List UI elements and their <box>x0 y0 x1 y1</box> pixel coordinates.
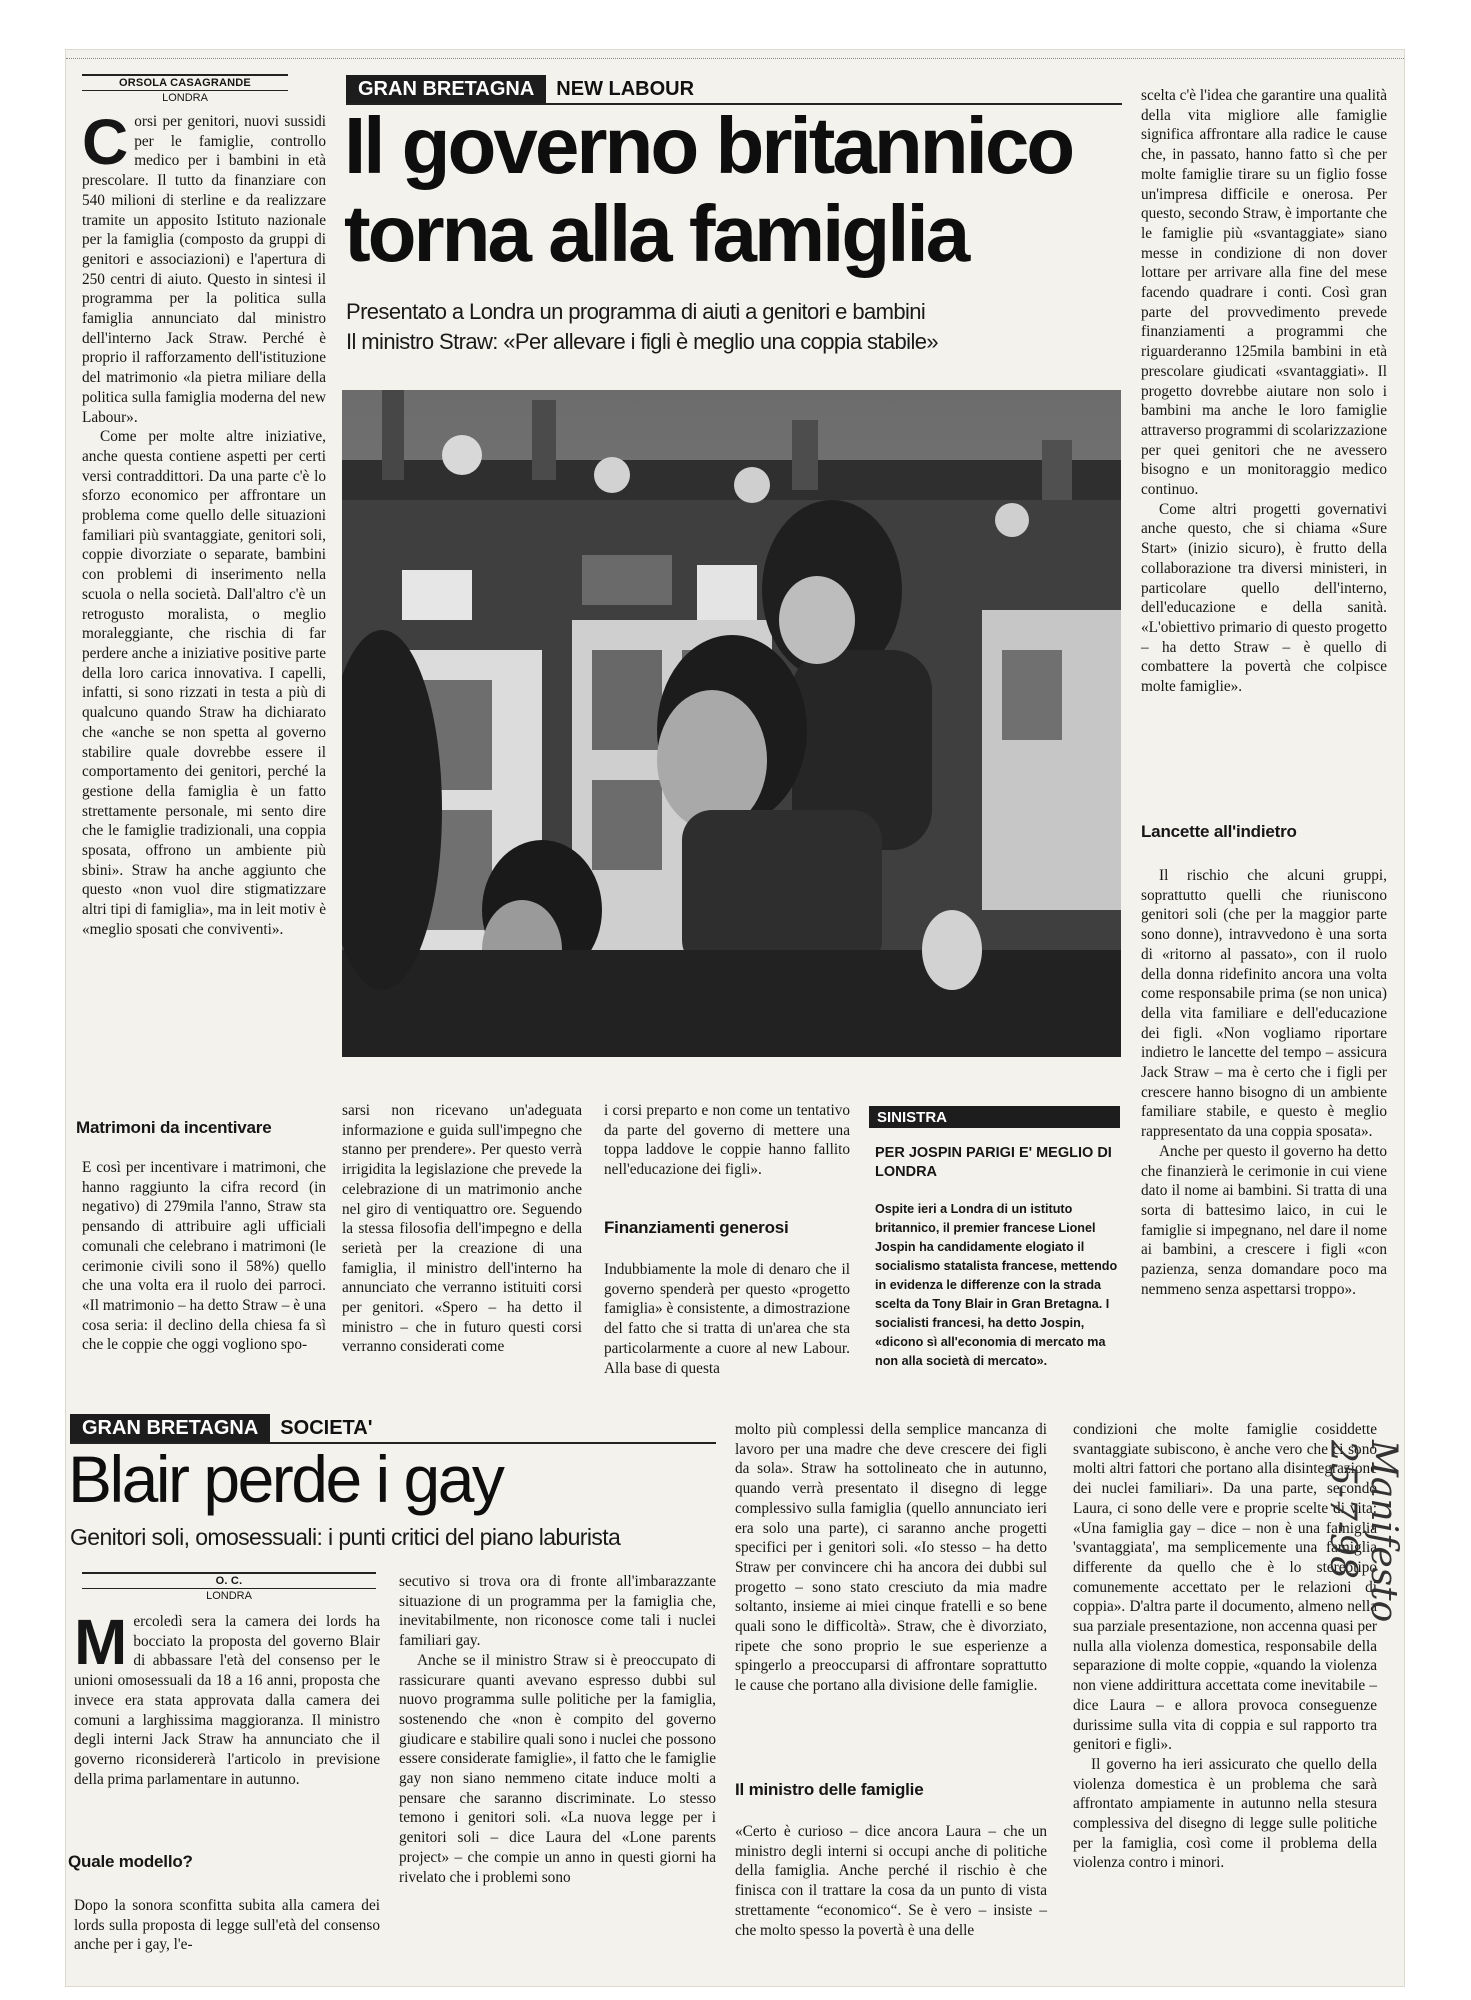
article1-column-3b <box>604 1260 850 1378</box>
subhead-matrimoni: Matrimoni da incentivare <box>76 1118 272 1137</box>
article1-column-1b <box>82 1158 326 1355</box>
article1-column-4b <box>1141 866 1387 1299</box>
article2-byline <box>82 1572 376 1602</box>
article1-kicker <box>346 75 704 103</box>
article2-column-2 <box>399 1572 716 1887</box>
deck-line-2: Il ministro Straw: «Per allevare i figli è meglio una coppia stabile» <box>346 329 939 354</box>
article1-deck <box>346 297 1136 357</box>
drop-cap: M <box>74 1606 128 1678</box>
photo-image <box>342 390 1121 1057</box>
byline-city: LONDRA <box>206 1590 252 1602</box>
headline-line-2: torna alla famiglia <box>344 189 968 278</box>
paragraph: orsi per genitori, nuovi sussidi per le famiglie, controllo medico per i bambini in età prescolare. Il tutto da finanziare con 540 milioni di sterline e da realizzare tramite un apposito Istituto nazionale per la famiglia (composto da gruppi di genitori e associazioni) e l'apertura di 250 centri di aiuto. Questo in sintesi il programma per la politica sulla famiglia annunciato dal ministro dell'interno Jack Straw. Perché è proprio il rafforzamento dell'istituzione del matrimonio «la pietra miliare della politica sulla famiglia moderna del new Labour». <box>82 113 326 426</box>
article1-column-3 <box>604 1101 850 1180</box>
paragraph: Il rischio che alcuni gruppi, soprattutto quelli che riuniscono genitori soli (che per la maggior parte sono donne), intravvedono è una sorta di «ritorno al passato», con il ruolo della donna ridefinito ancora una volta come responsabile prima (se non unica) della vita familiare e dell'educazione dei figli. «Non vogliamo riportare indietro le lancette del tempo – assicura Jack Straw – ma è certo che i figli per crescere hanno bisogno di un ambiente familiare stabile, e questo è meglio rappresentato da una coppia sposata». <box>1141 867 1387 1141</box>
deck-line-1: Presentato a Londra un programma di aiuti a genitori e bambini <box>346 299 926 324</box>
article2-kicker <box>70 1414 382 1442</box>
headline-line-1: Il governo britannico <box>344 101 1073 190</box>
article1-headline <box>344 102 1072 278</box>
handwritten-note: Manifesto 25-7-98 <box>1322 1440 1404 1623</box>
article1-column-1 <box>82 106 326 940</box>
sidebar-body: Ospite ieri a Londra di un istituto britannico, il premier francese Lionel Jospin ha candidamente elogiato il socialismo statalista francese, mettendo in evidenza le differenze con la strada scelta da Tony Blair in Gran Bretagna. I socialisti francesi, ha detto Jospin, «dicono sì all'economia di mercato ma non alla società di mercato». <box>875 1202 1118 1368</box>
paragraph: Il governo ha ieri assicurato che quello della violenza domestica è un problema che sarà affrontato ampiamente in autunno nella stesura complessiva del disegno di legge sulle politiche per la famiglia, così come il problema della violenza contro i minori. <box>1073 1755 1377 1872</box>
paragraph: Dopo la sonora sconfitta subita alla camera dei lords sulla proposta di legge sull'età del consenso anche per i gay, l'e- <box>74 1897 380 1954</box>
paragraph: Anche se il ministro Straw si è preoccupato di rassicurare quanti avevano espresso dubbi sul nuovo programma sulle politiche per la famiglia, sostenendo che «non è compito del governo giudicare e stabilire quali sono i nuclei che possono essere considerate famiglie», il fatto che le famiglie gay non siano nemmeno citate induce molti a pensare che saranno discriminate. Lo stesso temono i genitori soli. «La nuova legge per i genitori soli – dice Laura del «Lone parents project» – che compie un anno in questi giorni ha rivelato che i problemi sono <box>399 1651 716 1886</box>
paragraph: ercoledì sera la camera dei lords ha bocciato la proposta del governo Blair di abbassare l'età del consenso per le unioni omosessuali da 18 a 16 anni, proposta che invece era stata approvata dalla camera dei comuni a larghissima maggioranza. Il ministro degli interni Jack Straw ha annunciato che il governo riconsidererà l'articolo in previsione della prima parlamentare in autunno. <box>74 1613 380 1788</box>
article2-column-3 <box>735 1420 1047 1696</box>
drop-cap: C <box>82 106 129 178</box>
subhead-quale-modello: Quale modello? <box>68 1852 193 1871</box>
article2-column-1b <box>74 1896 380 1955</box>
subhead-lancette: Lancette all'indietro <box>1141 822 1297 841</box>
sidebar-sinistra <box>869 1106 1120 1371</box>
paragraph: Come altri progetti governativi anche questo, che si chiama «Sure Start» (inizio sicuro), è frutto della collaborazione tra diversi ministeri, in particolare quello dell'interno, dell'educazione e della sanità. «L'obiettivo primario di questo progetto – ha detto Straw – è quello di combattere la povertà che colpisce molte famiglie». <box>1141 500 1387 696</box>
subhead-finanziamenti: Finanziamenti generosi <box>604 1218 789 1237</box>
sidebar-tag: SINISTRA <box>869 1106 1120 1128</box>
kicker-section: GRAN BRETAGNA <box>346 75 546 103</box>
photo-father-child <box>342 390 1121 1057</box>
paragraph: Anche per questo il governo ha detto che finanzierà le cerimonie in cui viene dato il nome ai bambini. Si tratta di una sorta di battesimo laico, in cui le famiglie si impegnano, nel dare il nome ai bambini, a crescere i figli «con pazienza, senza domandare poco ma nemmeno senza aspettarsi troppo». <box>1141 1142 1387 1298</box>
paragraph: condizioni che molte famiglie cosiddette svantaggiate subiscono, è anche vero che ci sono molti altri fattori che portano alla disintegrazione dei nuclei familiari». Da una parte, secondo Laura, ci sono delle vere e proprie scelte di vita: «Una famiglia gay – dice – non è una famiglia 'svantaggiata', ma semplicemente una famiglia differente da quello che è lo stereotipo comunemente accettato per le relazioni di coppia». D'altra parte il documento, almeno nella sua parziale presentazione, non accenna quasi per nulla alla violenza domestica, responsabile della separazione di molte coppie, «quando la violenza non viene addirittura accettata come inevitabile – dice Laura – e allora provoca conseguenze durissime sulla vita di coppia e sul rapporto tra genitori e figli». <box>1073 1421 1377 1754</box>
kicker-section: GRAN BRETAGNA <box>70 1414 270 1442</box>
article1-column-2 <box>342 1101 582 1357</box>
paragraph: molto più complessi della semplice mancanza di lavoro per una madre che deve crescere dei figli da sola». Straw ha sottolineato che in autunno, quando verrà presentato il disegno di legge complessivo sulla famiglia (quello annunciato ieri era solo una parte), ci saranno anche progetti specifici per i genitori soli. «Io stesso – ha detto Straw per convincere chi ha ancora dei dubbi sul progetto – sono stato cresciuto da mia madre soltanto, insieme ai miei cinque fratelli e so bene quali sono le difficoltà». Straw, che è divorziato, ripete che sono proprio le sue esperienze a spingerlo a preoccuparsi di affrontare soprattutto le cause che portano alla divisione delle famiglie. <box>735 1421 1047 1695</box>
paragraph: secutivo si trova ora di fronte all'imbarazzante situazione di un programma per la famiglia che, inevitabilmente, non riconosce come tali i nuclei familiari gay. <box>399 1573 716 1650</box>
byline-name: O. C. <box>82 1572 376 1589</box>
kicker-topic: NEW LABOUR <box>556 78 695 100</box>
byline-name: ORSOLA CASAGRANDE <box>82 74 288 91</box>
article2-column-3b <box>735 1822 1047 1940</box>
article1-column-4 <box>1141 86 1387 697</box>
byline-city: LONDRA <box>162 92 208 104</box>
paragraph: Indubbiamente la mole di denaro che il governo spenderà per questo «progetto famiglia» è consistente, a dimostrazione del fatto che si tratta di un'area che sta particolarmente a cuore al new Labour. Alla base di questa <box>604 1261 850 1377</box>
sidebar-title: PER JOSPIN PARIGI E' MEGLIO DI LONDRA <box>875 1145 1112 1180</box>
article2-deck: Genitori soli, omosessuali: i punti critici del piano laburista <box>70 1524 621 1550</box>
subhead-ministro: Il ministro delle famiglie <box>735 1780 924 1799</box>
kicker-topic: SOCIETA' <box>280 1417 373 1439</box>
paragraph: i corsi preparto e non come un tentativo da parte del governo di mettere una toppa laddove le coppie hanno fallito nell'educazione dei figli». <box>604 1102 850 1179</box>
paragraph: E così per incentivare i matrimoni, che hanno raggiunto la cifra record (in negativo) di 279mila l'anno, Straw sta pensando di attribuire agli ufficiali comunali che celebrano i matrimoni (le cerimonie civili sono il 58%) quello che una volta era il ruolo dei parroci. «Il matrimonio – ha detto Straw – è una cosa seria: il declino della chiesa fa sì che le coppie che oggi vogliono spo- <box>82 1159 326 1354</box>
paragraph: «Certo è curioso – dice ancora Laura – che un ministro degli interni si occupi anche di politiche della famiglia. Anche perché il rischio è che finisca con il trattare la cosa da un punto di vista strettamente “economico“. Se è vero – insiste – che molto spesso la povertà è una delle <box>735 1823 1047 1939</box>
paragraph: sarsi non ricevano un'adeguata informazione e guida sull'impegno che stanno per prendere». Per questo verrà irrigidita la legislazione che prevede la celebrazione di un matrimonio anche nel giro di ventiquattro ore. Seguendo la stessa filosofia dell'impegno e della serietà per la creazione di una famiglia, il ministro dell'interno ha annunciato che verranno istituiti corsi per genitori. «Spero – ha detto il ministro – che in futuro questi corsi verranno considerati come <box>342 1102 582 1356</box>
article2-column-1 <box>74 1606 380 1789</box>
paragraph: scelta c'è l'idea che garantire una qualità della vita migliore alle famiglie significa affrontare alla radice le cause che, in passato, hanno fatto sì che per molte famiglie tirare su un figlio fosse un'impresa difficile e onerosa. Per questo, secondo Straw, è importante che le famiglie più «svantaggiate» siano messe in condizione di non dover lottare per arrivare alla fine del mese facendo quadrare i conti. Così gran parte del provvedimento prevede finanziamenti a programmi che riguarderanno 125mila bambini in età prescolare giudicati «svantaggiati». Il progetto dovrebbe aiutare non solo i bambini ma anche le loro famiglie attraverso programmi di scolarizzazione per quei genitori che ne avessero bisogno e un monitoraggio medico continuo. <box>1141 87 1387 499</box>
article1-byline <box>82 74 288 104</box>
article2-headline: Blair perde i gay <box>68 1442 503 1516</box>
paragraph: Come per molte altre iniziative, anche questa contiene aspetti per certi versi contraddittori. Da una parte c'è lo sforzo economico per affrontare un problema come quello delle situazioni familiari più svantaggiate, genitori soli, coppie divorziate o separate, bambini con problemi di inserimento nella scuola o nella società. Dall'altro c'è un retrogusto moralista, o meglio moraleggiante, che rischia di far perdere anche a iniziative positive parte della loro carica innovativa. I capelli, infatti, si sono rizzati in testa a più di qualcuno quando Straw ha dichiarato che «anche se non spetta al governo stabilire quale dovrebbe essere il comportamento dei genitori, perché la gestione della famiglia è un fatto strettamente personale, mi sento dire che le famiglie tradizionali, una coppia sposata, offrono un ambiente più sbini». Straw ha anche aggiunto che questo «non vuol dire stigmatizzare altri tipi di famiglia», ma in leit motiv è «meglio sposati che conviventi». <box>82 428 326 938</box>
